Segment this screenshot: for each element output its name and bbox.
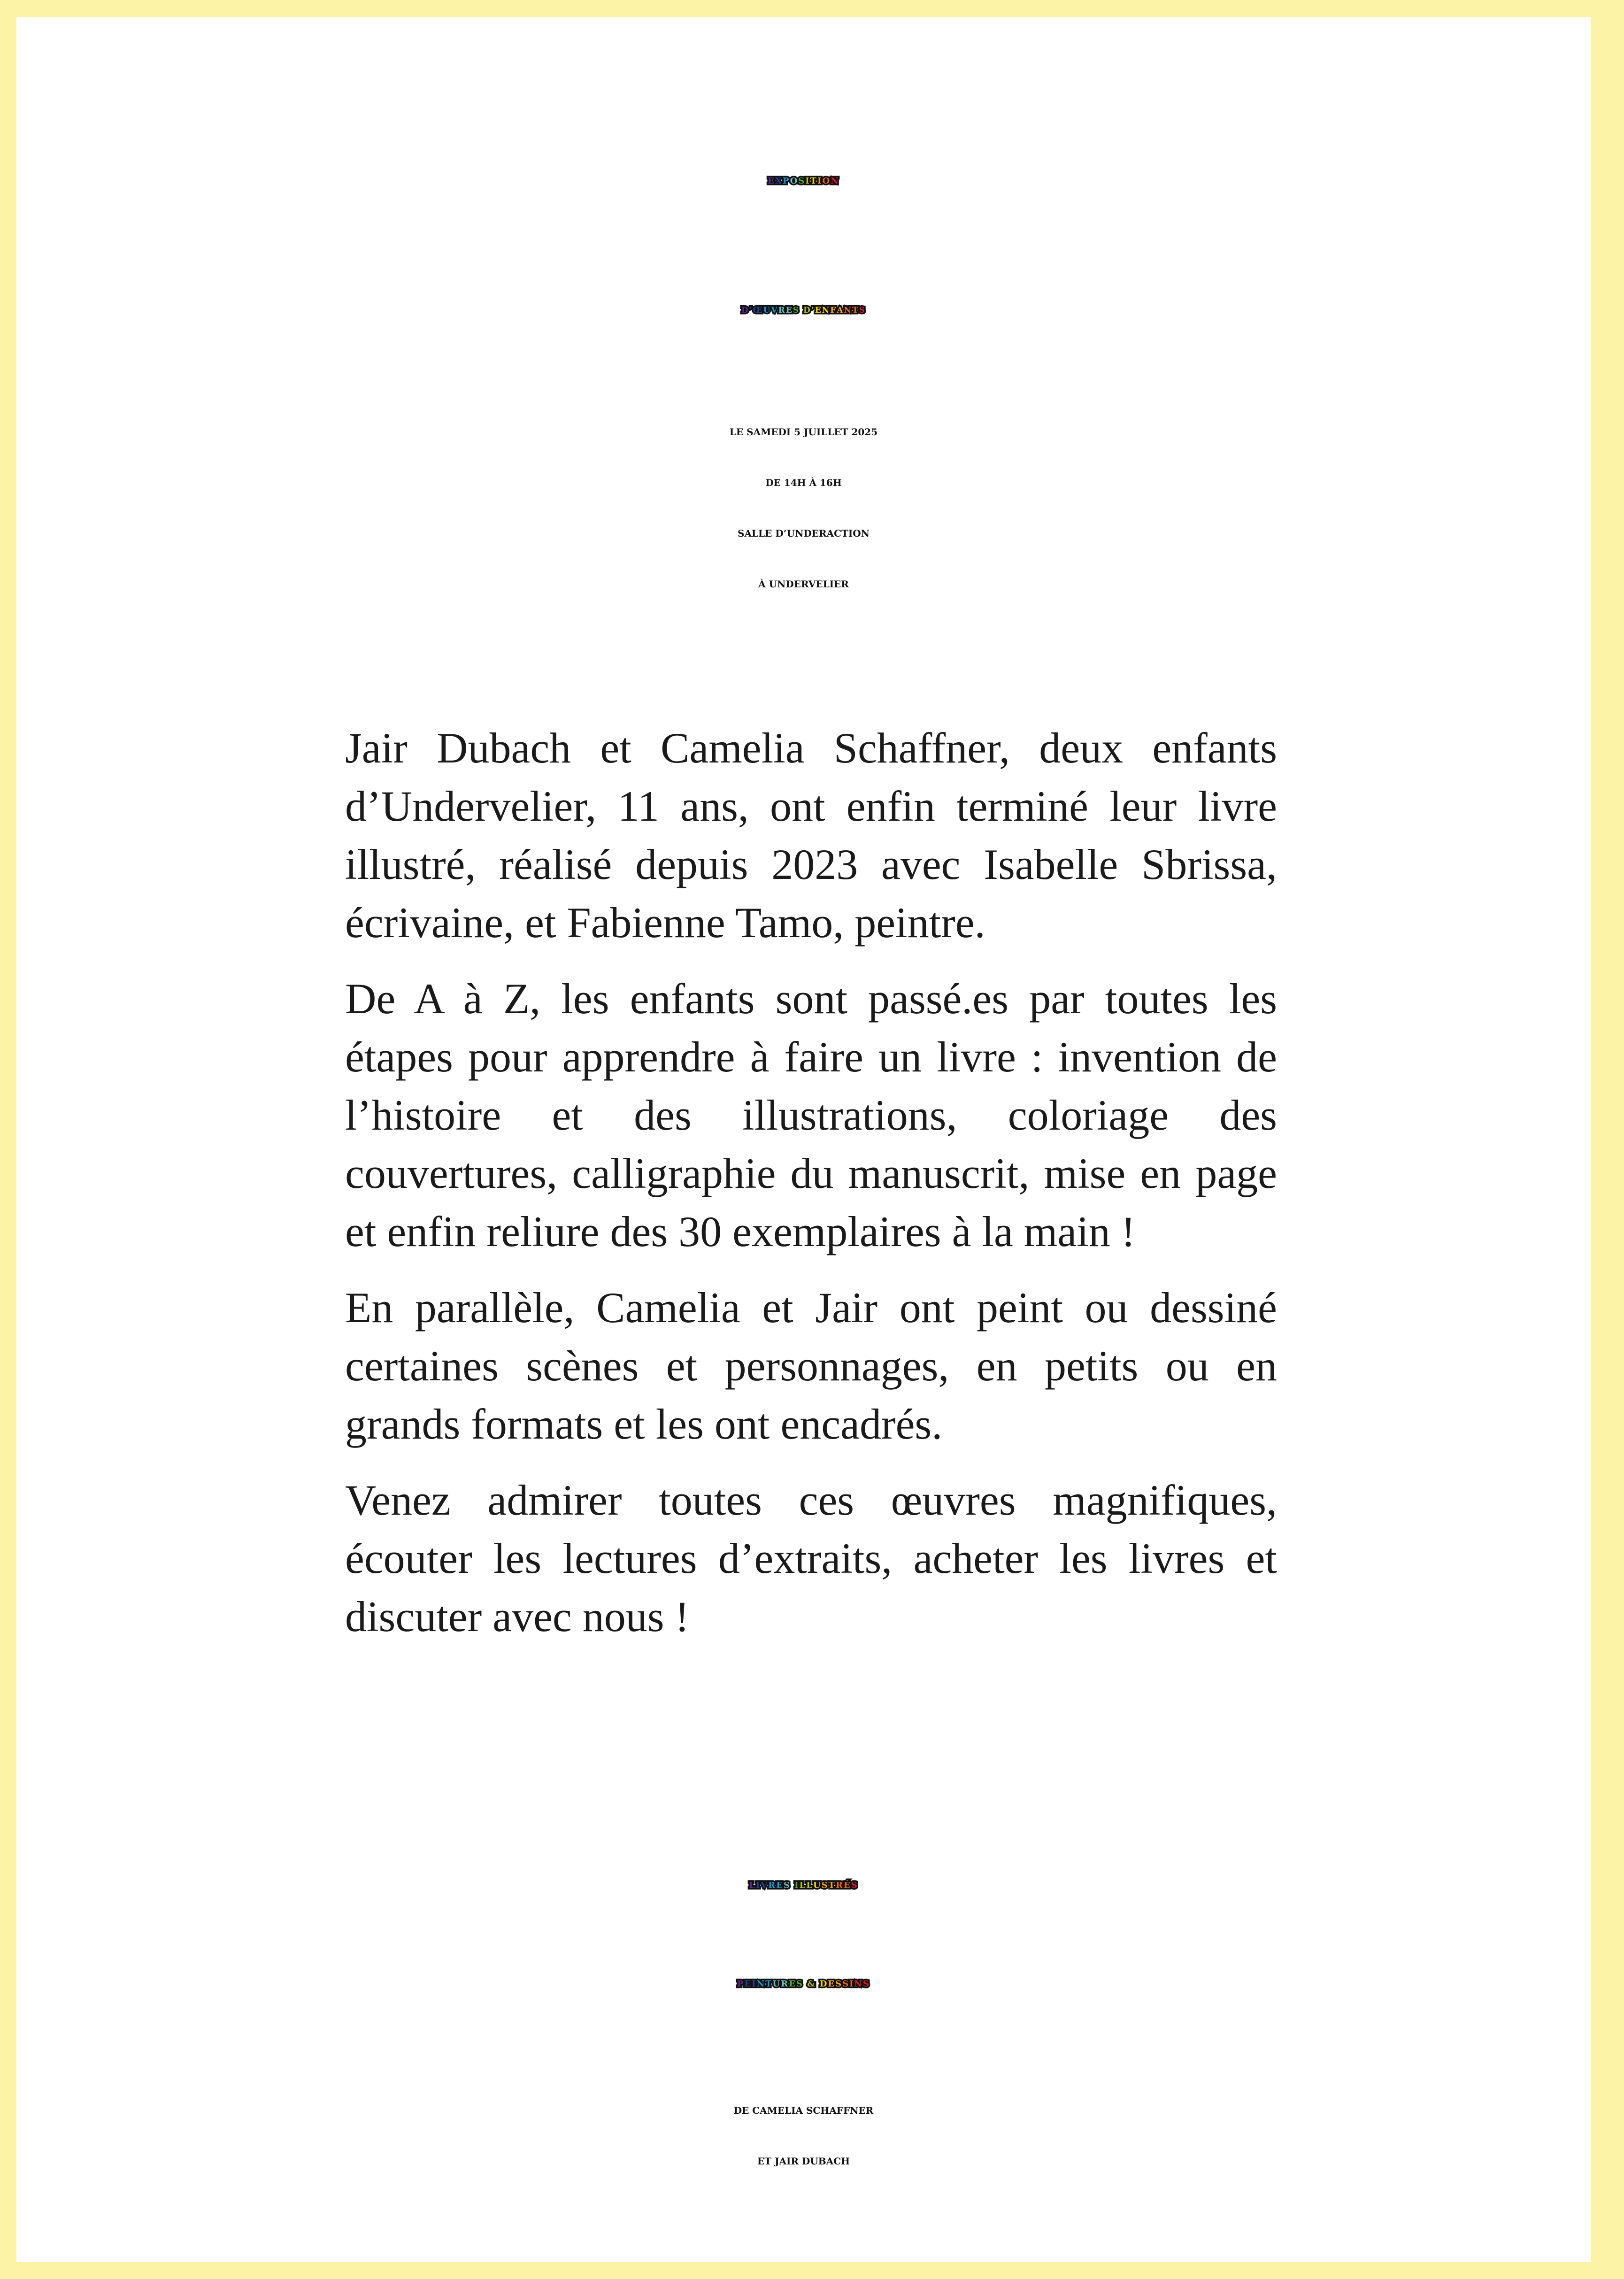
title-oeuvres-enfants: D’ŒUVRES D’ENFANTS: [741, 306, 866, 315]
credits-line-1: DE CAMELIA SCHAFFNER: [733, 2105, 874, 2116]
title-livres-illustres: LIVRES ILLUSTRÉS: [749, 1880, 858, 1890]
description: [345, 719, 1277, 1646]
event-time: DE 14H À 16H: [765, 477, 842, 488]
event-date: LE SAMEDI 5 JUILLET 2025: [729, 426, 878, 438]
credits-line-2: ET JAIR DUBACH: [757, 2156, 850, 2167]
event-details: [16, 407, 1591, 609]
title-exposition: EXPOSITION: [768, 176, 839, 186]
event-venue: SALLE D’UNDERACTION: [738, 528, 870, 539]
poster-sheet: [16, 17, 1591, 2262]
paragraph-artworks: En parallèle, Camelia et Jair ont peint ou dessiné certaines scènes et personnages, en petits ou en grands formats et les ont encadrés.: [345, 1284, 1277, 1448]
credits: [16, 2085, 1591, 2187]
paragraph-intro: Jair Dubach et Camelia Schaffner, deux enfants d’Undervelier, 11 ans, ont enfin terminé leur livre illustré, réalisé depuis 2023 avec Isabelle Sbrissa, écrivaine, et Fabienne Tamo, peintre.: [345, 724, 1277, 947]
paragraph-invitation: Venez admirer toutes ces œuvres magnifiques, écouter les lectures d’extraits, acheter les livres et discuter avec nous !: [345, 1476, 1277, 1640]
paragraph-process: De A à Z, les enfants sont passé.es par toutes les étapes pour apprendre à faire un livre : invention de l’histoire et des illustrations, coloriage des couvertures, calligraphie du manuscrit, mise en page et enfin reliure des 30 exemplaires à la main !: [345, 975, 1277, 1255]
title-peintures-dessins: PEINTURES & DESSINS: [737, 1979, 870, 1989]
event-town: À UNDERVELIER: [758, 578, 849, 590]
